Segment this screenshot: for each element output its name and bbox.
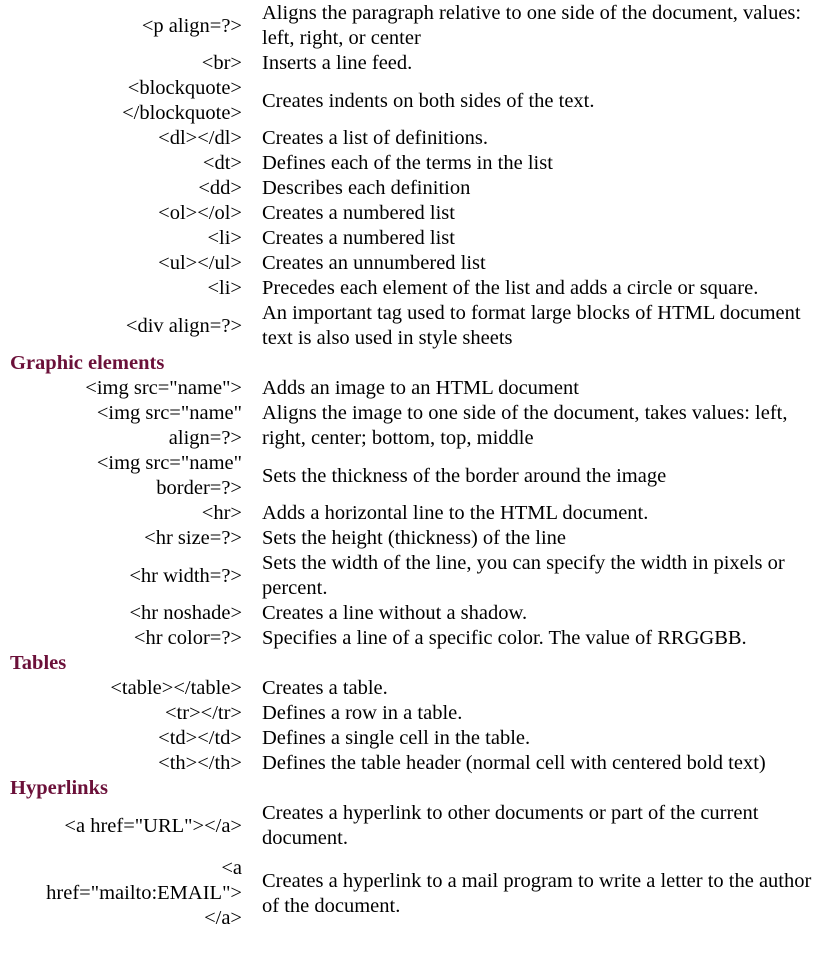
tag-row <box>0 51 816 76</box>
section-heading-hyperlinks: Hyperlinks <box>10 777 108 799</box>
tag-row <box>0 176 816 201</box>
tag-description: Describes each definition <box>262 177 471 199</box>
tag-code: <ol></ol> <box>158 202 242 224</box>
tag-row <box>0 276 816 301</box>
tag-row <box>0 856 816 931</box>
tag-code: <hr size=?> <box>144 527 242 549</box>
html-tag-reference <box>0 1 816 931</box>
tag-code: <a href="mailto:EMAIL"> </a> <box>46 857 242 929</box>
section-heading-tables: Tables <box>10 652 67 674</box>
tag-description: Creates indents on both sides of the text. <box>262 89 595 112</box>
tag-description: Sets the width of the line, you can specify the width in pixels or percent. <box>262 552 785 599</box>
tag-row <box>0 751 816 776</box>
tag-code: <hr color=?> <box>133 627 242 649</box>
tag-description: Creates a table. <box>262 677 388 699</box>
tag-code: <table></table> <box>110 677 242 699</box>
tag-code: <li> <box>207 277 242 299</box>
tag-description: Defines a row in a table. <box>262 702 463 724</box>
tag-description: Creates an unnumbered list <box>262 252 486 274</box>
tag-code: <blockquote> </blockquote> <box>122 77 242 124</box>
tag-description: Sets the thickness of the border around the image <box>262 464 667 487</box>
tag-code: <img src="name" align=?> <box>96 402 242 449</box>
tag-description: Aligns the paragraph relative to one side of the document, values: left, right, or center <box>262 2 802 49</box>
tag-row <box>0 376 816 401</box>
tag-row <box>0 801 816 851</box>
tag-description: Creates a hyperlink to other documents or part of the current document. <box>262 802 759 849</box>
tag-row <box>0 601 816 626</box>
tag-code: <hr width=?> <box>129 564 242 587</box>
tag-row <box>0 76 816 126</box>
tag-code: <tr></tr> <box>165 702 242 724</box>
tag-description: Creates a numbered list <box>262 202 455 224</box>
tag-row <box>0 201 816 226</box>
tag-code: <dt> <box>202 152 242 174</box>
tag-description: Defines each of the terms in the list <box>262 152 553 174</box>
tag-code: <img src="name" border=?> <box>96 452 242 499</box>
tag-row <box>0 526 816 551</box>
tag-row <box>0 726 816 751</box>
tag-code: <a href="URL"></a> <box>64 814 242 837</box>
tag-description: Specifies a line of a specific color. The value of RRGGBB. <box>262 627 747 649</box>
tag-row <box>0 251 816 276</box>
tag-row <box>0 701 816 726</box>
tag-row <box>0 551 816 601</box>
tag-code: <div align=?> <box>125 314 242 337</box>
tag-description: Adds an image to an HTML document <box>262 377 579 399</box>
tag-row <box>0 451 816 501</box>
tag-description: Creates a list of definitions. <box>262 127 489 149</box>
tag-description: Creates a hyperlink to a mail program to write a letter to the author of the document. <box>262 869 812 917</box>
tag-row <box>0 676 816 701</box>
tag-code: <br> <box>201 52 242 74</box>
tag-code: <li> <box>207 227 242 249</box>
tag-code: <hr noshade> <box>129 602 242 624</box>
tag-code: <dd> <box>198 177 242 199</box>
tag-row <box>0 301 816 351</box>
tag-description: Creates a line without a shadow. <box>262 602 528 624</box>
tag-row <box>0 626 816 651</box>
tag-description: Defines the table header (normal cell with centered bold text) <box>262 752 766 774</box>
tag-code: <dl></dl> <box>158 127 242 149</box>
tag-row <box>0 1 816 51</box>
tag-description: Adds a horizontal line to the HTML document. <box>262 502 649 524</box>
section-heading-graphic-elements: Graphic elements <box>10 352 165 374</box>
tag-description: Aligns the image to one side of the document, takes values: left, right, center; bottom, top, middle <box>262 402 788 449</box>
tag-code: <ul></ul> <box>158 252 242 274</box>
tag-row <box>0 401 816 451</box>
tag-row <box>0 501 816 526</box>
tag-description: Inserts a line feed. <box>262 52 413 74</box>
tag-description: An important tag used to format large blocks of HTML document text is also used in style sheets <box>262 302 801 349</box>
tag-description: Precedes each element of the list and adds a circle or square. <box>262 277 759 299</box>
tag-description: Sets the height (thickness) of the line <box>262 527 567 549</box>
tag-code: <td></td> <box>158 727 242 749</box>
tag-row <box>0 151 816 176</box>
tag-code: <th></th> <box>158 752 242 774</box>
tag-code: <p align=?> <box>141 14 242 37</box>
tag-description: Defines a single cell in the table. <box>262 727 531 749</box>
tag-row <box>0 226 816 251</box>
tag-code: <img src="name"> <box>85 377 242 399</box>
tag-code: <hr> <box>201 502 242 524</box>
tag-description: Creates a numbered list <box>262 227 455 249</box>
tag-row <box>0 126 816 151</box>
